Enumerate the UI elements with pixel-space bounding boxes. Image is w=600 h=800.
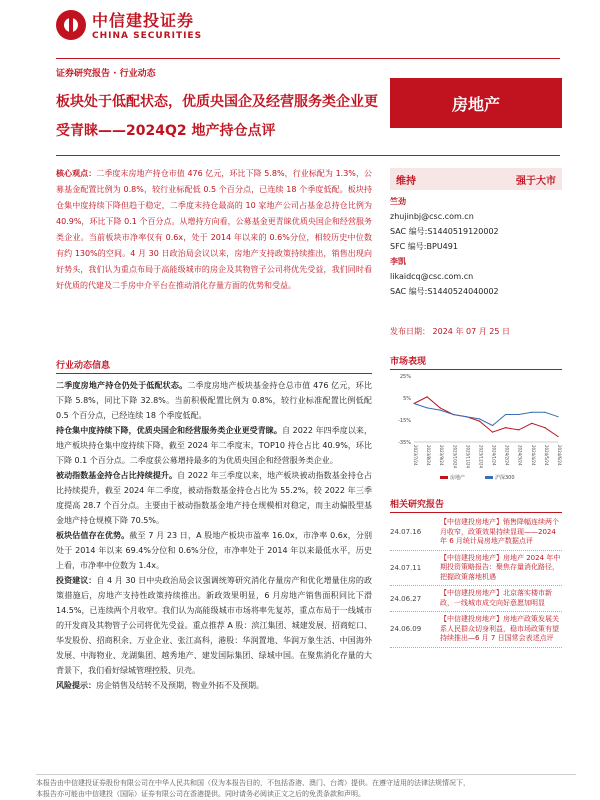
paragraph-lead: 板块估值存在优势。 <box>56 531 130 540</box>
series-point <box>505 427 506 428</box>
series-point <box>518 414 519 415</box>
related-report-item[interactable] <box>390 612 562 648</box>
paragraph-text: 房企销售及结转不及预期，物业外拓不及预期。 <box>96 681 264 690</box>
analyst-sac: SAC 编号:S1440519120002 <box>390 227 499 236</box>
related-report-item[interactable] <box>390 515 562 551</box>
legend-swatch <box>485 476 493 479</box>
related-report-title[interactable]: 【中信建投房地产】北京落实楼市新政，一线城市成交向好意愿加明显 <box>440 589 552 607</box>
industry-info-heading: 行业动态信息 <box>56 358 372 374</box>
y-tick-label: 25% <box>399 374 411 380</box>
series-point <box>492 432 493 433</box>
related-report-item[interactable] <box>390 551 562 587</box>
series-point <box>531 423 532 424</box>
x-tick-label: 2024/3/24 <box>517 445 523 466</box>
body-paragraph <box>56 468 372 528</box>
rating-value: 强于大市 <box>516 175 556 187</box>
series-point <box>479 418 480 419</box>
series-point <box>479 421 480 422</box>
x-tick-label: 2023/8/24 <box>426 445 432 466</box>
y-tick-label: -15% <box>398 418 411 424</box>
series-line <box>414 397 558 437</box>
series-point <box>453 414 454 415</box>
body-paragraph <box>56 678 372 693</box>
paragraph-text: 自 2022 年三季度以来，地产板块被动指数基金持仓占比持续提升，截至 2024 年二季度，被动指数基金持仓占比为 55.2%，较 2022 年三季度提高 28.7 个百分点。主要由于被动指数基金地产持仓规模相对稳定，而主动偏股型基金地产持仓规模下降 70.5%。 <box>56 471 372 525</box>
disclaimer-footer <box>36 774 576 800</box>
logo-cn-text: 中信建投证券 <box>92 11 195 30</box>
analyst-name: 竺劲 <box>390 197 406 206</box>
related-report-date: 24.07.11 <box>390 563 422 572</box>
header-divider <box>56 58 560 59</box>
market-performance-chart <box>390 370 562 482</box>
core-text: 二季度末房地产持仓市值 476 亿元，环比下降 5.8%，行业标配为 1.3%，公募基金配置比例为 0.8%，较行业标配低 0.5 个百分点，已连续 18 个季度低配。板块持仓集中度持续下降但趋于稳定，二季度末持仓最高的 10 家地产公司占基金总持仓比例为 40.9%，环比下降 0.1 个百分点。从增持方向看，公募基金更青睐优质央国企和经营服务类企业。当前板块市净率仅有 0.6x，处于 2014 年以来的 0.6%分位，相较历史中位数有约 130%的空间。4 月 30 日政治局会议以来，房地产支持政策持续推出，销售出现向好势头，我们认为重点布局于高能级城市的房企及其物管子公司将优先受益，我们同时看好优质的代建及二手房中介平台在推动消化存量方面的优势和受益。 <box>56 169 372 290</box>
x-tick-label: 2023/12/24 <box>478 445 484 469</box>
series-point <box>426 396 427 397</box>
market-performance-heading: 市场表现 <box>390 354 562 370</box>
legend-label: 房地产 <box>450 475 466 481</box>
series-point <box>544 427 545 428</box>
body-paragraph <box>56 423 372 468</box>
series-line <box>414 404 558 426</box>
paragraph-text: 自 2022 年四季度以来，地产板块持仓集中度持续下降，截至 2024 年二季度末，TOP10 持仓占比 40.9%，环比下降 0.1 个百分点。二季度获公募增持最多的为优质央国企和经营服务类企业。 <box>56 426 373 465</box>
related-reports-list <box>390 515 562 648</box>
series-point <box>518 429 519 430</box>
series-point <box>505 414 506 415</box>
legend-label: 沪深300 <box>495 475 515 481</box>
legend-swatch <box>440 476 448 479</box>
series-point <box>492 425 493 426</box>
paragraph-text: 截至 7 月 23 日，A 股地产板块市盈率 16.0x，市净率 0.6x，分别处于 2014 年以来 69.4%分位和 0.6%分位，市净率处于 2014 年以来最低水平，历史上看，市净率中位数为 1.4x。 <box>56 531 372 570</box>
sector-label: 房地产 <box>390 78 562 128</box>
x-tick-label: 2023/9/24 <box>439 445 445 466</box>
paragraph-lead: 投资建议： <box>56 576 97 585</box>
related-report-title[interactable]: 【中信建投房地产】房地产 2024 年中期投资策略报告：聚焦存量消化路径，把握政策落地机遇 <box>440 553 561 581</box>
disclaimer-line: 本报告由中信建投证券股份有限公司在中华人民共和国（仅为本报告目的，不包括香港、澳门、台湾）提供。在遵守适用的法律法规情况下， <box>36 779 470 787</box>
paragraph-lead: 被动指数基金持仓占比持续提升。 <box>56 471 178 480</box>
body-paragraph <box>56 573 372 678</box>
paragraph-text: 自 4 月 30 日中央政治局会议强调统筹研究消化存量房产和优化增量住房的政策措施后，房地产支持性政策持续推出。新政效果明显，6 月房地产销售面积同比下滑 14.5%，已连续两个月收窄。我们认为高能级城市市场将率先复苏，重点布局于一线城市的开发商及其物管子公司将优先受益。重点推荐 A 股：滨江集团、城建发展、招商蛇口、华发股份、招商积余、万业企业、张江高科，港股：华润置地、华润万象生活、中国海外发展、中海物业、龙湖集团、越秀地产、建发国际集团、绿城中国。在聚焦消化存量的大背景下，我们看好绿城管理控股、贝壳。 <box>56 576 372 675</box>
analyst-sac: SAC 编号:S1440524040002 <box>390 287 499 296</box>
related-reports-heading: 相关研究报告 <box>390 497 562 513</box>
analyst-email[interactable]: zhujinbj@csc.com.cn <box>390 212 474 221</box>
related-report-date: 24.06.27 <box>390 594 422 603</box>
series-point <box>557 416 558 417</box>
publish-date: 发布日期： 2024 年 07 月 25 日 <box>390 327 510 336</box>
disclaimer-line: 本报告亦可能由中信建投（国际）证券有限公司在香港提供。同时请务必阅读正文之后的免责条款和声明。 <box>36 790 365 798</box>
series-point <box>466 416 467 417</box>
series-point <box>413 403 414 404</box>
x-tick-label: 2023/11/24 <box>465 445 471 469</box>
series-point <box>426 407 427 408</box>
y-tick-label: 5% <box>403 396 411 402</box>
report-title: 板块处于低配状态，优质央国企及经营服务类企业更受青睐——2024Q2 地产持仓点评 <box>56 94 378 139</box>
rating-name: 维持 <box>396 175 416 187</box>
series-point <box>557 436 558 437</box>
x-tick-label: 2024/1/24 <box>491 445 497 466</box>
x-tick-label: 2024/4/24 <box>530 445 536 466</box>
x-tick-label: 2024/2/24 <box>504 445 510 466</box>
rating-bar <box>390 168 562 190</box>
related-report-date: 24.06.09 <box>390 625 422 634</box>
analyst-sfc: SFC 编号:BPU491 <box>390 242 458 251</box>
x-tick-label: 2024/6/24 <box>557 445 562 466</box>
x-tick-label: 2023/10/24 <box>452 445 458 469</box>
core-label: 核心观点： <box>56 169 97 178</box>
series-point <box>531 412 532 413</box>
logo-icon <box>56 10 86 40</box>
paragraph-lead: 二季度房地产持仓仍处于低配状态。 <box>56 381 188 390</box>
paragraph-lead: 持仓集中度持续下降，优质央国企和经营服务类企业更受青睐。 <box>56 426 282 435</box>
analyst-email[interactable]: likaidcq@csc.com.cn <box>390 272 474 281</box>
x-tick-label: 2024/5/24 <box>543 445 549 466</box>
related-report-title[interactable]: 【中信建投房地产】销售降幅连续两个月收窄，政策效果持续显现——2024 年 6 月统计局房地产数据点评 <box>440 518 559 545</box>
y-tick-label: -35% <box>398 440 411 446</box>
x-tick-label: 2023/7/24 <box>413 445 418 466</box>
title-divider <box>56 155 560 156</box>
paragraph-lead: 风险提示： <box>56 681 96 690</box>
series-point <box>544 412 545 413</box>
series-point <box>440 410 441 411</box>
related-report-title[interactable]: 【中信建投房地产】房地产政策发展关系人民群众切身利益，稳市场政策有望持续推出—6 月 7 日国常会表述点评 <box>440 615 559 642</box>
paragraph-text: 二季度房地产板块基金持仓总市值 476 亿元，环比下降 5.8%，同比下降 32.8%。当前积极配置比例为 0.8%，较行业标准配置比例低配 0.5 个百分点，已经连续 18 个季度低配。 <box>56 381 373 420</box>
analyst-list <box>390 194 499 299</box>
core-viewpoint <box>56 166 372 294</box>
related-report-date: 24.07.16 <box>390 528 422 537</box>
company-logo <box>56 8 202 41</box>
body-paragraph <box>56 528 372 573</box>
logo-en-text: CHINA SECURITIES <box>92 31 203 41</box>
report-type: 证券研究报告 · 行业动态 <box>56 69 156 79</box>
analyst-name: 李凯 <box>390 257 406 266</box>
main-body <box>56 378 372 693</box>
related-report-item[interactable] <box>390 586 562 612</box>
body-paragraph <box>56 378 372 423</box>
series-point <box>440 407 441 408</box>
